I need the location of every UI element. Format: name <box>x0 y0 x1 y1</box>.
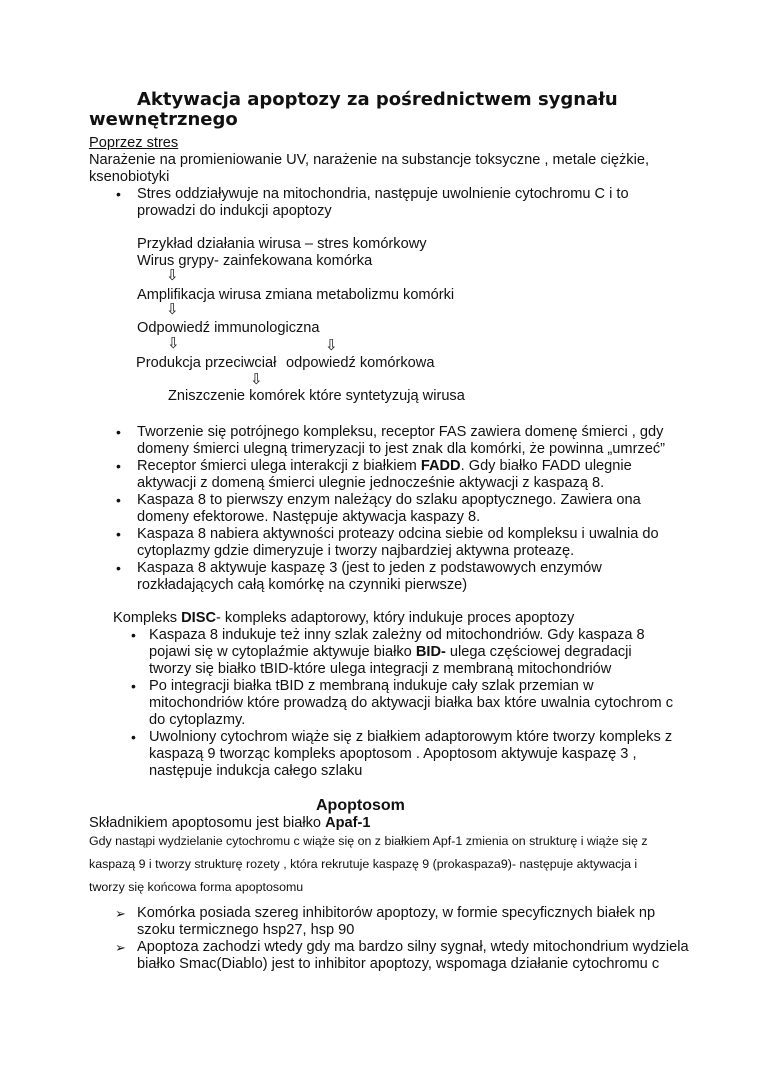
bullet-text <box>149 644 632 661</box>
flow-step: Wirus grypy- zainfekowana komórka <box>137 253 373 269</box>
arrow-down-icon: ⇩ <box>167 335 180 352</box>
bold-term: Apaf-1 <box>325 815 371 831</box>
bullet-text <box>137 458 632 475</box>
arrow-bullet-icon: ➢ <box>115 940 126 955</box>
bullet-text: do cytoplazmy. <box>149 712 246 728</box>
text-span: Składnikiem apoptosomu jest białko <box>89 815 326 831</box>
bullet-text: następuje indukcja całego szlaku <box>149 763 363 779</box>
subtitle: Poprzez stres <box>89 135 179 151</box>
bullet-text: Apoptoza zachodzi wtedy gdy ma bardzo silny sygnał, wtedy mitochondrium wydziela <box>137 939 689 955</box>
bullet-text: kaspazą 9 tworząc kompleks apoptosom . Apoptosom aktywuje kaspazę 3 , <box>149 746 637 762</box>
arrow-down-icon: ⇩ <box>250 371 263 388</box>
bullet-icon: • <box>116 492 121 508</box>
arrow-down-icon: ⇩ <box>325 337 338 354</box>
intro-line: ksenobiotyki <box>89 169 170 185</box>
flow-step: Amplifikacja wirusa zmiana metabolizmu komórki <box>137 287 455 303</box>
flow-step: Produkcja przeciwciał <box>136 355 277 371</box>
bullet-text: Uwolniony cytochrom wiąże się z białkiem adaptorowym które tworzy kompleks z <box>149 729 673 745</box>
bullet-icon: • <box>116 424 121 440</box>
bullet-icon: • <box>116 458 121 474</box>
bullet-text: aktywacji z domeną śmierci ulegnie jednocześnie aktywacji z kaspazą 8. <box>137 475 605 491</box>
arrow-down-icon: ⇩ <box>166 267 179 284</box>
arrow-down-icon: ⇩ <box>166 301 179 318</box>
bullet-text: prowadzi do indukcji apoptozy <box>137 203 332 219</box>
bold-term: DISC <box>181 610 217 626</box>
intro-line: Narażenie na promieniowanie UV, narażenie na substancje toksyczne , metale ciężkie, <box>89 152 650 168</box>
bullet-text: Kaspaza 8 aktywuje kaspazę 3 (jest to jeden z podstawowych enzymów <box>137 560 602 576</box>
bullet-text: Stres oddziaływuje na mitochondria, następuje uwolnienie cytochromu C i to <box>137 186 629 202</box>
bullet-text: domeny efektorowe. Następuje aktywacja kaspazy 8. <box>137 509 481 525</box>
bullet-icon: • <box>116 560 121 576</box>
text-span: pojawi się w cytoplaźmie aktywuje białko <box>149 644 416 660</box>
bullet-icon: • <box>116 526 121 542</box>
disc-heading <box>113 610 574 627</box>
bullet-text: Kaspaza 8 indukuje też inny szlak zależny od mitochondriów. Gdy kaspaza 8 <box>149 627 645 643</box>
text-span: - kompleks adaptorowy, który indukuje proces apoptozy <box>216 610 575 626</box>
bullet-text: rozkładających całą komórkę na czynniki pierwsze) <box>137 577 468 593</box>
apoptosom-heading: Apoptosom <box>316 797 405 814</box>
arrow-bullet-icon: ➢ <box>115 906 126 921</box>
bullet-text: białko Smac(Diablo) jest to inhibitor apoptozy, wspomaga działanie cytochromu c <box>137 956 660 972</box>
bullet-text: Komórka posiada szereg inhibitorów apoptozy, w formie specyficznych białek np <box>137 905 656 921</box>
bullet-icon: • <box>116 186 121 202</box>
bullet-icon: • <box>131 678 136 694</box>
flow-heading: Przykład działania wirusa – stres komórkowy <box>137 236 427 252</box>
title-line-1: Aktywacja apoptozy za pośrednictwem sygnału <box>137 89 618 110</box>
bullet-text: Po integracji białka tBID z membraną indukuje cały szlak przemian w <box>149 678 594 694</box>
bullet-text: cytoplazmy gdzie dimeryzuje i tworzy najbardziej aktywna proteazę. <box>137 543 575 559</box>
apoptosom-paragraph-line: tworzy się końcowa forma apoptosomu <box>89 880 304 894</box>
bullet-text: Tworzenie się potrójnego kompleksu, receptor FAS zawiera domenę śmierci , gdy <box>137 424 664 440</box>
title-line-2: wewnętrznego <box>89 109 238 130</box>
text-span: Kompleks <box>113 610 182 626</box>
bullet-icon: • <box>131 729 136 745</box>
bullet-text: tworzy się białko tBID-które ulega integracji z membraną mitochondriów <box>149 661 612 677</box>
bold-term: FADD <box>420 458 461 474</box>
apoptosom-paragraph-line: kaspazą 9 i tworzy strukturę rozety , która rekrutuje kaspazę 9 (prokaspaza9)- następuje aktywacja i <box>89 857 638 871</box>
bullet-text: Kaspaza 8 nabiera aktywności proteazy odcina siebie od kompleksu i uwalnia do <box>137 526 659 542</box>
text-span: Receptor śmierci ulega interakcji z białkiem <box>137 458 421 474</box>
flow-step: odpowiedź komórkowa <box>286 355 435 371</box>
bold-term: BID- <box>415 644 446 660</box>
bullet-text: Kaspaza 8 to pierwszy enzym należący do szlaku apoptycznego. Zawiera ona <box>137 492 641 508</box>
bullet-text: domeny śmierci ulegną trimeryzacji to jest znak dla komórki, że powinna „umrzeć” <box>137 441 665 457</box>
text-span: ulega częściowej degradacji <box>445 644 632 660</box>
apoptosom-paragraph-line: Gdy nastąpi wydzielanie cytochromu c wiąże się on z białkiem Apf-1 zmienia on strukturę i wiąże się z <box>89 834 648 848</box>
bullet-text: szoku termicznego hsp27, hsp 90 <box>137 922 355 938</box>
flow-step: Zniszczenie komórek które syntetyzują wirusa <box>168 388 465 404</box>
bullet-text: mitochondriów które prowadzą do aktywacji białka bax które uwalnia cytochrom c <box>149 695 673 711</box>
flow-step: Odpowiedź immunologiczna <box>137 320 320 336</box>
text-span: . Gdy białko FADD ulegnie <box>460 458 632 474</box>
bullet-icon: • <box>131 627 136 643</box>
apoptosom-component <box>89 815 370 832</box>
